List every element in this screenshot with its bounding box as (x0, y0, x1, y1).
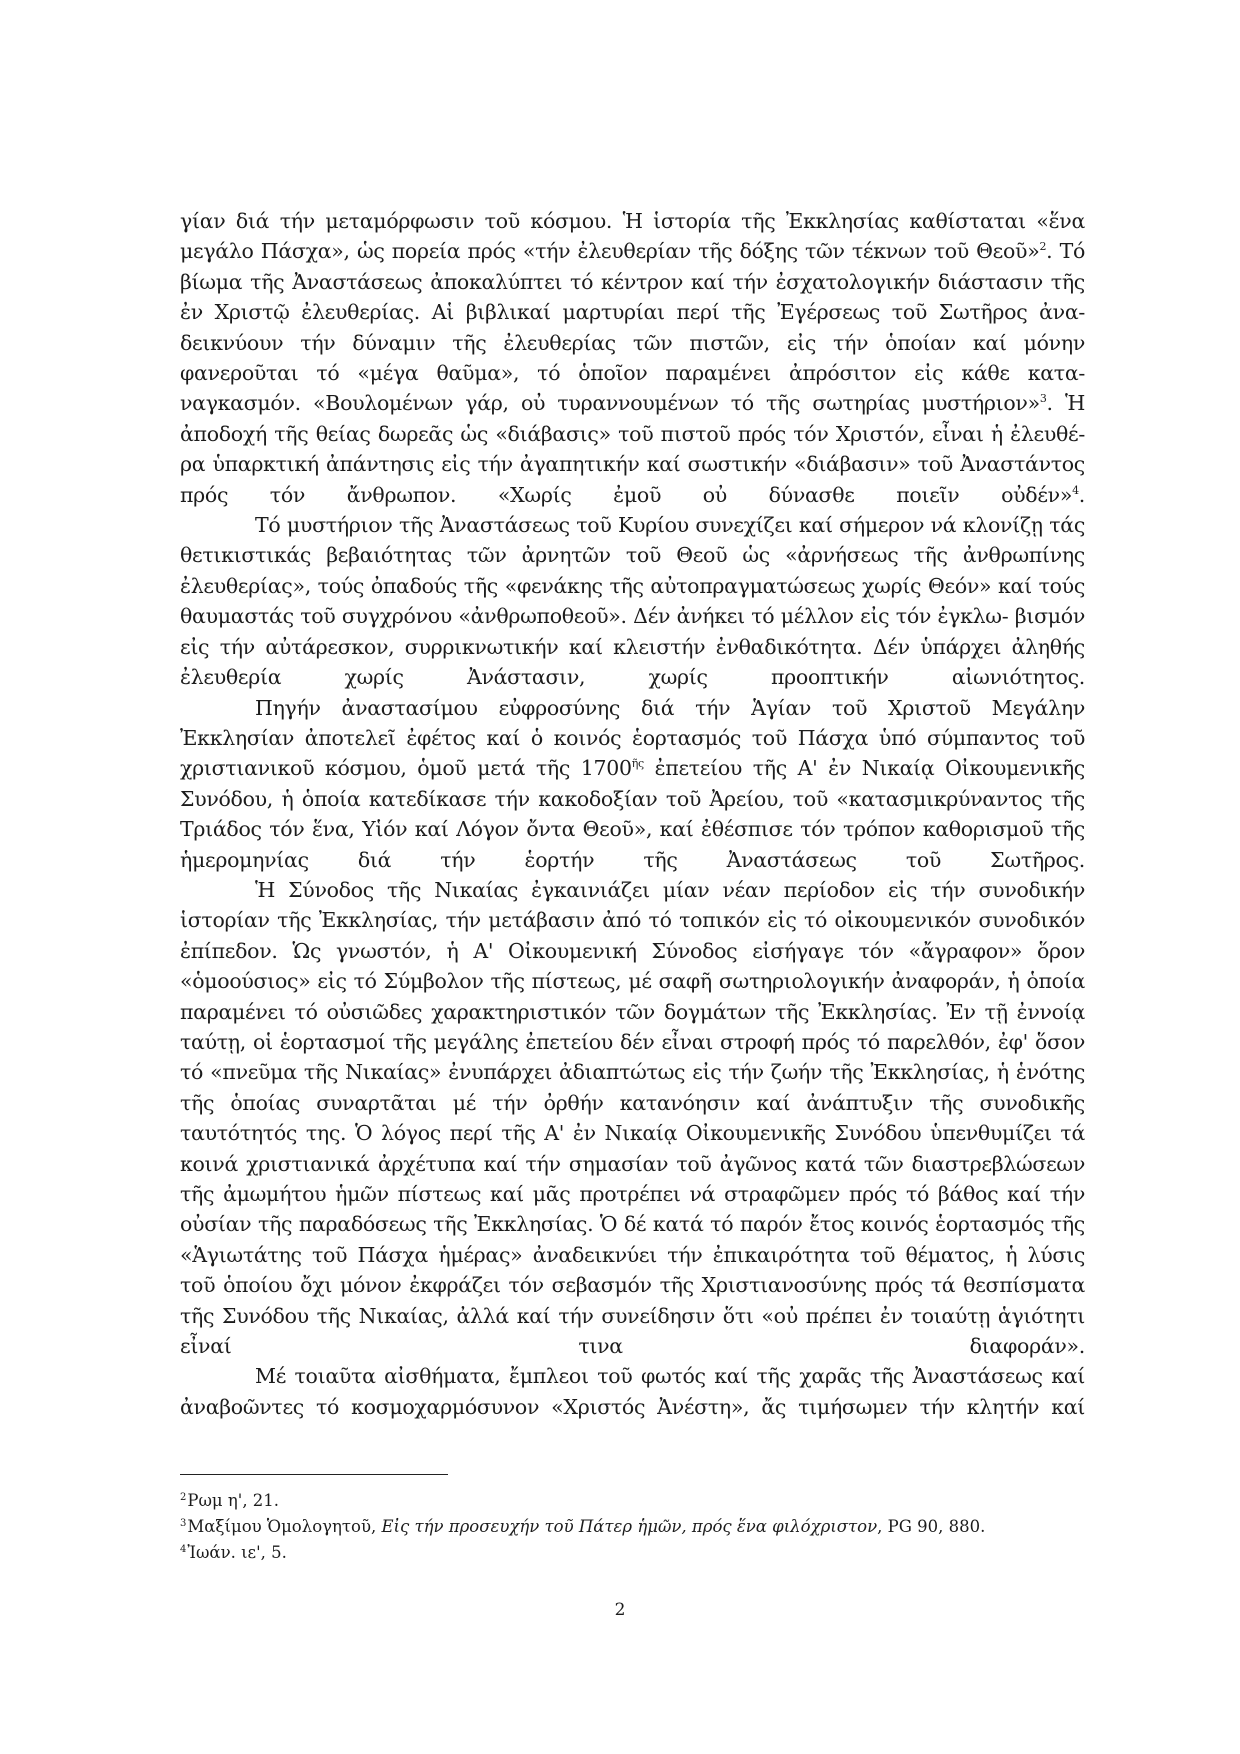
paragraph-1: γίαν διά τήν μεταμόρφωσιν τοῦ κόσμου. Ἡ ἱστορία τῆς Ἐκκλησίας καθίσταται «ἕνα μεγάλο Πάσχα», ὡς πορεία πρός «τήν ἐλευθερίαν τῆς δόξης τῶν τέκνων τοῦ Θεοῦ»$^2$. Τό βίωμα τῆς Ἀναστάσεως ἀποκαλύπτει τό κέντρον καί τήν ἐσχατολογικήν διάστασιν τῆς ἐν Χριστῷ ἐλευθερίας. Αἱ βιβλικαί μαρτυρίαι περί τῆς Ἐγέρσεως τοῦ Σωτῆρος ἀνα- δεικνύουν τήν δύναμιν τῆς ἐλευθερίας τῶν πιστῶν, εἰς τήν ὁποίαν καί μόνην φανεροῦται τό «μέγα θαῦμα», τό ὁποῖον παραμένει ἀπρόσιτον εἰς κάθε κατα- ναγκασμόν. «Βουλομένων γάρ, οὐ τυραννουμένων τό τῆς σωτηρίας μυστήριον»$^3$. Ἡ ἀποδοχή τῆς θείας δωρεᾶς ὡς «διάβασις» τοῦ πιστοῦ πρός τόν Χριστόν, εἶναι ἡ ἐλευθέ- ρα ὑπαρκτική ἀπάντησις εἰς τήν ἀγαπητικήν καί σωστικήν «διάβασιν» τοῦ Ἀναστάντος πρός τόν ἄνθρωπον. «Χωρίς ἐμοῦ οὐ δύνασθε ποιεῖν οὐδέν»$^4$. (180, 209, 1085, 507)
work-title: Εἰς τήν προσευχήν τοῦ Πάτερ ἡμῶν, πρός ἕνα φιλόχριστον (381, 1517, 878, 1536)
footnote-3: $^3$Μαξίμου Ὁμολογητοῦ, Εἰς τήν προσευχήν τοῦ Πάτερ ἡμῶν, πρός ἕνα φιλόχριστον, PG 90, 880. (180, 1517, 986, 1536)
page-number: 2 (614, 1600, 626, 1620)
footnotes (180, 1488, 1085, 1566)
paragraph-3: Πηγήν ἀναστασίμου εὐφροσύνης διά τήν Ἁγίαν τοῦ Χριστοῦ Μεγάλην Ἐκκλησίαν ἀποτελεῖ ἐφέτος καί ὁ κοινός ἑορτασμός τοῦ Πάσχα ὑπό σύμπαντος τοῦ χριστιανικοῦ κόσμου, ὁμοῦ μετά τῆς $1700^{ῆ\varsigma}$ ἐπετείου τῆς Α' ἐν Νικαίᾳ Οἰκουμενικῆς Συνόδου, ἡ ὁποία κατεδίκασε τήν κακοδοξίαν τοῦ Ἀρείου, τοῦ «κατασμικρύναντος τῆς Τριάδος τόν ἕνα, Υἱόν καί Λόγον ὄντα Θεοῦ», καί ἐθέσπισε τόν τρόπον καθορισμοῦ τῆς ἡμερομηνίας διά τήν ἑορτήν τῆς Ἀναστάσεως τοῦ Σωτῆρος. (180, 695, 1085, 872)
footnote-separator (180, 1474, 448, 1475)
footnote-2: $^2$Ρωμ η', 21. (180, 1491, 280, 1510)
footnote-ref: 4 (1072, 483, 1079, 497)
footnote-4: $^4$Ἰωάν. ιε', 5. (180, 1543, 287, 1562)
paragraph-2: Τό μυστήριον τῆς Ἀναστάσεως τοῦ Κυρίου συνεχίζει καί σήμερον νά κλονίζῃ τάς θετικιστικάς βεβαιότητας τῶν ἀρνητῶν τοῦ Θεοῦ ὡς «ἀρνήσεως τῆς ἀνθρωπίνης ἐλευθερίας», τούς ὀπαδούς τῆς «φενάκης τῆς αὐτοπραγματώσεως χωρίς Θεόν» καί τούς θαυμαστάς τοῦ συγχρόνου «ἀνθρωποθεοῦ». Δέν ἀνήκει τό μέλλον εἰς τόν ἐγκλω- βισμόν εἰς τήν αὐτάρεσκον, συρρικνωτικήν καί κλειστήν ἐνθαδικότητα. Δέν ὑπάρχει ἀληθής ἐλευθερία χωρίς Ἀνάστασιν, χωρίς προοπτικήν αἰωνιότητος. (180, 513, 1086, 690)
body-text (180, 206, 1085, 1422)
footnote-number: 3 (180, 1517, 187, 1529)
paragraph-4: Ἡ Σύνοδος τῆς Νικαίας ἐγκαινιάζει μίαν νέαν περίοδον εἰς τήν συνοδικήν ἱστορίαν τῆς Ἐκκλησίας, τήν μετάβασιν ἀπό τό τοπικόν εἰς τό οἰκουμενικόν συνοδικόν ἐπίπεδον. Ὡς γνωστόν, ἡ Α' Οἰκουμενική Σύνοδος εἰσήγαγε τόν «ἄγραφον» ὅρον «ὁμοούσιος» εἰς τό Σύμβολον τῆς πίστεως, μέ σαφῆ σωτηριολογικήν ἀναφοράν, ἡ ὁποία παραμένει τό οὐσιῶδες χαρακτηριστικόν τῶν δογμάτων τῆς Ἐκκλησίας. Ἐν τῇ ἐννοίᾳ ταύτῃ, οἱ ἑορτασμοί τῆς μεγάλης ἐπετείου δέν εἶναι στροφή πρός τό παρελθόν, ἐφ' ὅσον τό «πνεῦμα τῆς Νικαίας» ἐνυπάρχει ἀδιαπτώτως εἰς τήν ζωήν τῆς Ἐκκλησίας, ἡ ἑνότης τῆς ὁποίας συναρτᾶται μέ τήν ὀρθήν κατανόησιν καί ἀνάπτυξιν τῆς συνοδικῆς ταυτότητός της. Ὁ λόγος περί τῆς Α' ἐν Νικαίᾳ Οἰκουμενικῆς Συνόδου ὑπενθυμίζει τά κοινά χριστιανικά ἀρχέτυπα καί τήν σημασίαν τοῦ ἀγῶνος κατά τῶν διαστρεβλώσεων τῆς ἀμωμήτου ἡμῶν πίστεως καί μᾶς προτρέπει νά στραφῶμεν πρός τό βάθος καί τήν οὐσίαν τῆς παραδόσεως τῆς Ἐκκλησίας. Ὁ δέ κατά τό παρόν ἔτος κοινός ἑορτασμός τῆς «Ἁγιωτάτης τοῦ Πάσχα ἡμέρας» ἀναδεικνύει τήν ἐπικαιρότητα τοῦ θέματος, ἡ λύσις τοῦ ὁποίου ὄχι μόνον ἐκφράζει τόν σεβασμόν τῆς Χριστιανοσύνης πρός τά θεσπίσματα τῆς Συνόδου τῆς Νικαίας, ἀλλά καί τήν συνείδησιν ὅτι «οὐ πρέπει ἐν τοιαύτῃ ἁγιότητι εἶναί τινα διαφοράν». (180, 877, 1085, 1359)
footnote-number: 2 (180, 1491, 187, 1503)
paragraph-5: Μέ τοιαῦτα αἰσθήματα, ἔμπλεοι τοῦ φωτός καί τῆς χαρᾶς τῆς Ἀναστάσεως καί ἀναβοῶντες τό κοσμοχαρμόσυνον «Χριστός Ἀνέστη», ἄς τιμήσωμεν τήν κλητήν καί (180, 1364, 1085, 1419)
footnote-ref: 3 (1039, 392, 1047, 406)
footnote-ref: 2 (1039, 240, 1047, 254)
footnote-number: 4 (180, 1543, 187, 1555)
ordinal-suffix: ῆς (631, 757, 644, 771)
